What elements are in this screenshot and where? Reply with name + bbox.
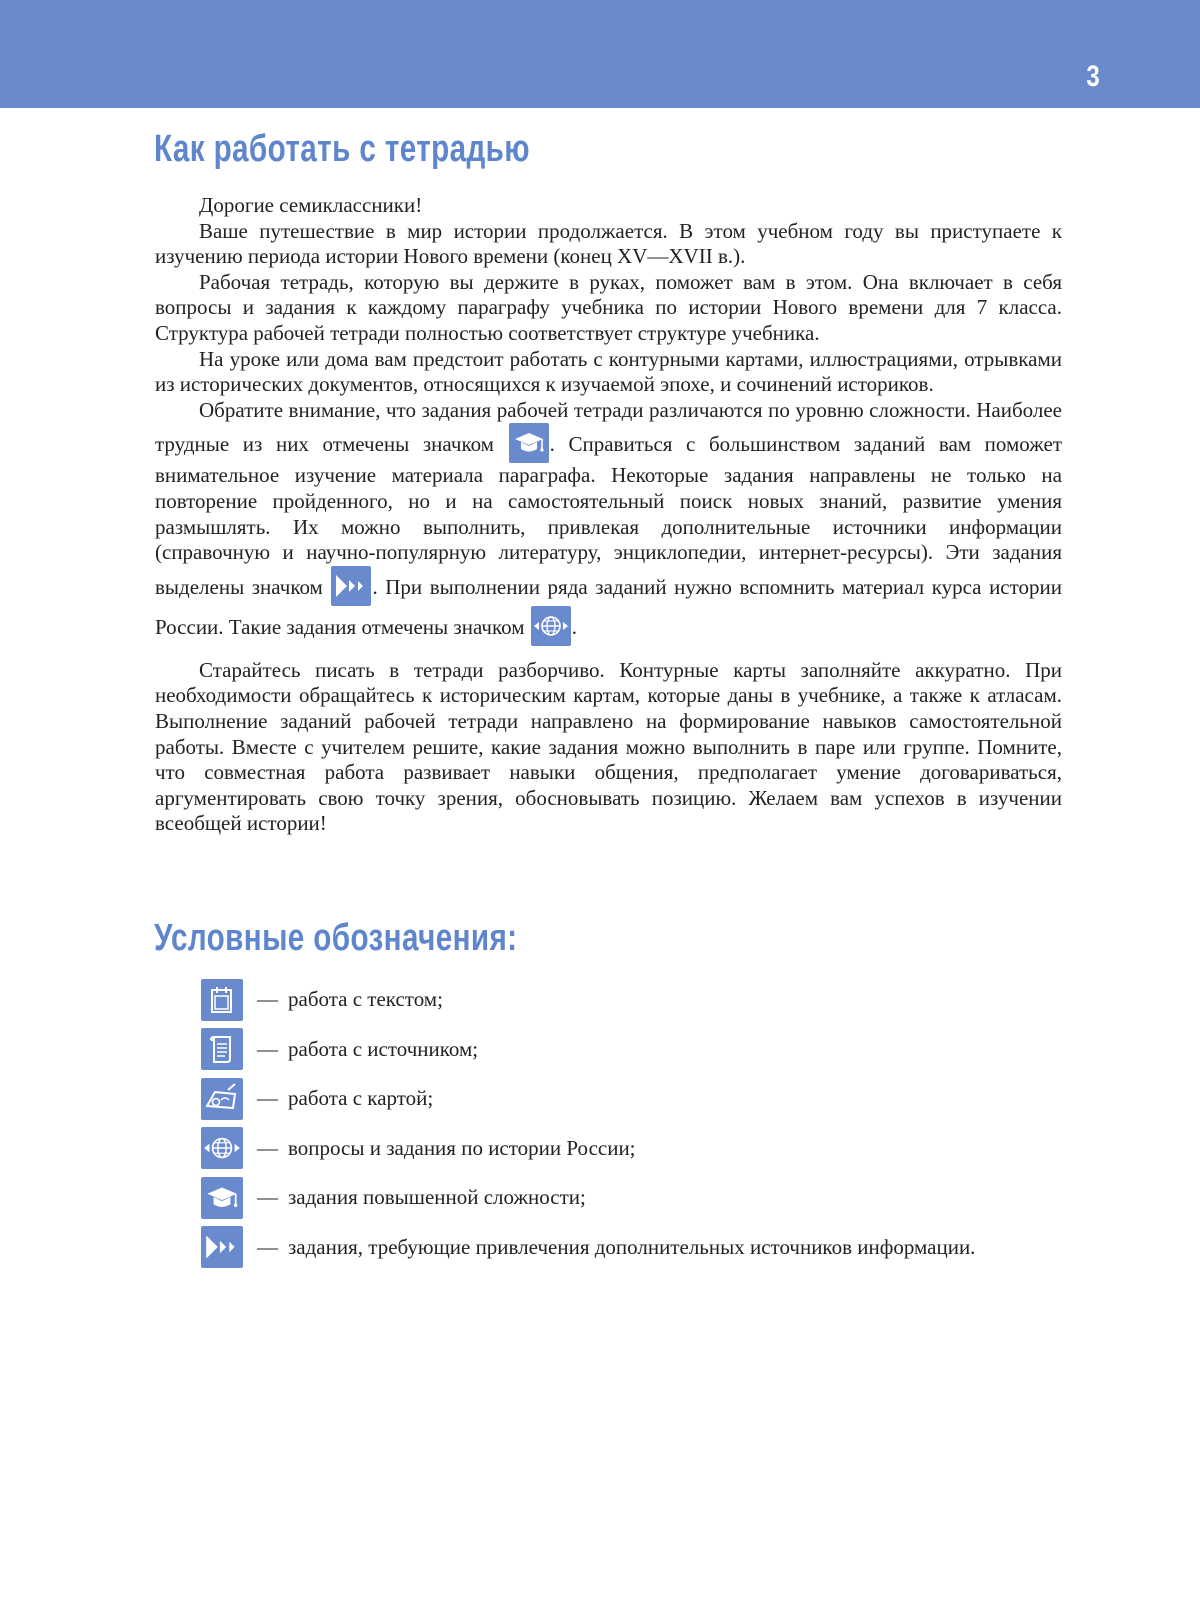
greeting: Дорогие семиклассники! [199, 193, 423, 217]
legend-item [200, 1074, 975, 1124]
text-fragment: . Справиться с большинством заданий вам поможет внимательное изучение материала параграфа. Некоторые задания направлены не только на повторение пройденного, но и на самостоятельный поиск новых знаний, развитие умения размышлять. Их можно выполнить, привлекая дополнительные источники информации (справочную и научно-популярную литературу, энциклопедии, интернет-ресурсы). Эти задания выделены значком [155, 432, 1063, 599]
text-fragment: . При выполнении ряда заданий нужно вспомнить материал курса истории России. Такие задания отмечены значком [155, 574, 1063, 639]
section-title-legend: Условные обозначения: [154, 917, 518, 959]
legend-label: вопросы и задания по истории России; [288, 1135, 636, 1160]
legend-item [200, 1025, 975, 1075]
legend-dash: — [257, 1036, 278, 1061]
text-work-icon [201, 979, 243, 1021]
legend-dash: — [257, 1086, 278, 1111]
paragraph: Рабочая тетрадь, которую вы держите в руках, поможет вам в этом. Она включает в себя вопросы и задания к каждому параграфу учебника по истории Нового времени для 7 класса. Структура рабочей тетради полностью соответствует структуре учебника. [155, 269, 1062, 345]
paragraph-with-icons [155, 398, 1062, 646]
globe-russia-icon [201, 1127, 243, 1169]
graduation-cap-icon [509, 423, 549, 463]
legend-item [200, 1223, 975, 1273]
text-fragment: . [571, 614, 578, 639]
legend-dash: — [257, 987, 278, 1012]
fast-forward-icon [201, 1226, 243, 1268]
legend-item [200, 1124, 975, 1174]
legend-dash: — [257, 1135, 278, 1160]
graduation-cap-icon [201, 1177, 243, 1219]
legend-dash: — [257, 1185, 278, 1210]
header-band [0, 0, 1200, 108]
text-fragment: Обратите внимание, что задания рабочей тетради различаются по уровню сложности. Наиболее трудные из них отмечены значком [155, 397, 1062, 457]
paragraph: На уроке или дома вам предстоит работать с контурными картами, иллюстрациями, отрывками из исторических документов, относящихся к изучаемой эпохе, и сочинений историков. [155, 346, 1062, 397]
legend-item [200, 975, 975, 1025]
legend-item [200, 1173, 975, 1223]
legend-label: работа с картой; [288, 1086, 434, 1111]
page-number: 3 [1086, 60, 1100, 93]
map-work-icon [201, 1078, 243, 1120]
paragraph: Старайтесь писать в тетради разборчиво. Контурные карты заполняйте аккуратно. При необходимости обращайтесь к историческим картам, которые даны в учебнике, а также к атласам. Выполнение заданий рабочей тетради направлено на формирование навыков самостоятельной работы. Вместе с учителем решите, какие задания можно выполнить в паре или группе. Помните, что совместная работа развивает навыки общения, предполагает умение договариваться, аргументировать свою точку зрения, обосновывать позицию. Желаем вам успехов в изучении всеобщей истории! [155, 657, 1062, 836]
paragraph: Ваше путешествие в мир истории продолжается. В этом учебном году вы приступаете к изучению периода истории Нового времени (конец XV—XVII в.). [155, 218, 1062, 269]
legend-label: работа с текстом; [288, 987, 443, 1012]
globe-russia-icon [531, 606, 571, 646]
legend-label: задания, требующие привлечения дополнительных источников информации. [288, 1234, 976, 1259]
fast-forward-icon [331, 566, 371, 606]
source-scroll-icon [201, 1028, 243, 1070]
legend-list [200, 975, 975, 1272]
intro-text [155, 193, 1062, 837]
legend-label: задания повышенной сложности; [288, 1185, 586, 1210]
legend-dash: — [257, 1234, 278, 1259]
legend-label: работа с источником; [288, 1036, 479, 1061]
section-title-how-to-work: Как работать с тетрадью [154, 128, 530, 170]
